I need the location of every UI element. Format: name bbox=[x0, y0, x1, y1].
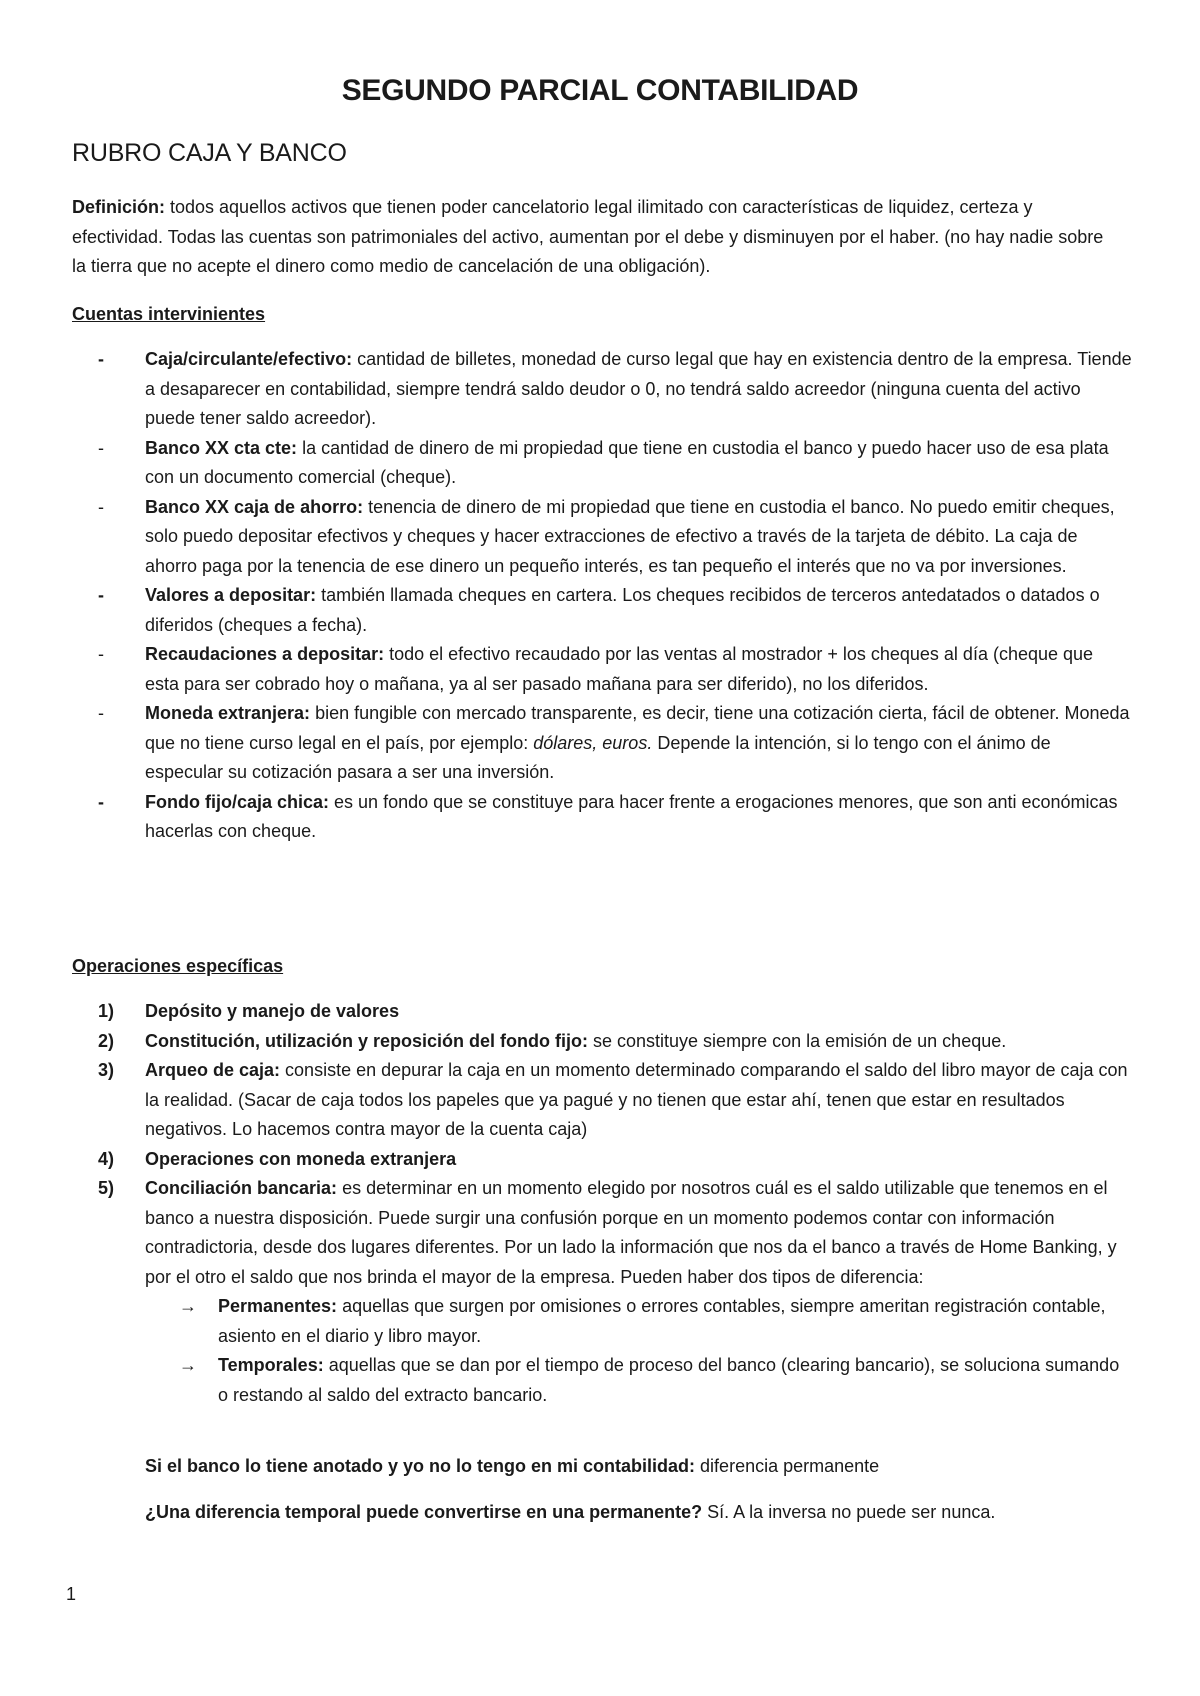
list-item bbox=[72, 1027, 1132, 1057]
operaciones-heading: Operaciones específicas bbox=[72, 956, 284, 976]
list-marker: - bbox=[98, 585, 104, 605]
list-marker: 4) bbox=[98, 1148, 115, 1169]
page-title: SEGUNDO PARCIAL CONTABILIDAD bbox=[341, 74, 859, 107]
item-text: también llamada cheques en cartera. Los cheques recibidos de terceros antedatados o datados o diferidos (cheques a fecha). bbox=[145, 585, 1100, 635]
list-marker: - bbox=[98, 437, 104, 458]
note-text: diferencia permanente bbox=[695, 1456, 880, 1476]
note-term: Si el banco lo tiene anotado y yo no lo tengo en mi contabilidad: bbox=[145, 1456, 696, 1476]
list-marker: 3) bbox=[98, 1060, 115, 1080]
item-term: Arqueo de caja: bbox=[145, 1060, 281, 1080]
list-item bbox=[72, 997, 1132, 1027]
list-marker: 5) bbox=[98, 1178, 115, 1198]
item-term: Recaudaciones a depositar: bbox=[145, 644, 385, 664]
list-marker: - bbox=[98, 644, 104, 664]
arrow-icon: → bbox=[179, 1355, 197, 1375]
item-term: Caja/circulante/efectivo: bbox=[145, 349, 353, 369]
note-term: ¿Una diferencia temporal puede convertirse en una permanente? bbox=[145, 1502, 703, 1522]
definition-term: Definición: bbox=[72, 197, 165, 217]
item-term: Conciliación bancaria: bbox=[145, 1178, 338, 1198]
item-text: todo el efectivo recaudado por las ventas al mostrador + los cheques al día (cheque que esta para ser cobrado hoy o mañana, ya al ser pasado mañana para ser diferido), no los diferidos. bbox=[145, 644, 1094, 694]
list-item bbox=[145, 1351, 1132, 1410]
arrow-icon: → bbox=[179, 1296, 197, 1316]
list-item bbox=[72, 1174, 1132, 1410]
list-item bbox=[72, 788, 1132, 847]
note-paragraph bbox=[145, 1452, 1145, 1481]
item-text: aquellas que surgen por omisiones o errores contables, siempre ameritan registración contable, asiento en el diario y libro mayor. bbox=[218, 1296, 1106, 1346]
page-number: 1 bbox=[66, 1584, 77, 1604]
item-text: la cantidad de dinero de mi propiedad que tiene en custodia el banco y puedo hacer uso de esa plata con un documento comercial (cheque). bbox=[145, 437, 1109, 487]
item-term: Fondo fijo/caja chica: bbox=[145, 791, 330, 812]
item-term: Banco XX cta cte: bbox=[145, 437, 298, 458]
list-marker: - bbox=[98, 349, 104, 369]
item-italic-text: dólares, euros. bbox=[533, 732, 653, 753]
cuentas-heading: Cuentas intervinientes bbox=[72, 304, 266, 324]
list-item bbox=[72, 640, 1132, 699]
list-item bbox=[72, 699, 1132, 788]
item-text: Depende la intención, si lo tengo con el ánimo de especular su cotización pasara a ser una inversión. bbox=[145, 732, 1051, 782]
list-marker: 1) bbox=[98, 1001, 115, 1021]
diferencias-sublist bbox=[145, 1292, 1132, 1410]
list-item bbox=[72, 581, 1132, 640]
item-term: Depósito y manejo de valores bbox=[145, 1001, 400, 1021]
item-term: Banco XX caja de ahorro: bbox=[145, 496, 364, 517]
item-term: Operaciones con moneda extranjera bbox=[145, 1148, 457, 1169]
list-item bbox=[72, 1145, 1132, 1175]
definition-text: todos aquellos activos que tienen poder cancelatorio legal ilimitado con características de liquidez, certeza y efectividad. Todas las cuentas son patrimoniales del activo, aumentan por el debe y disminuyen por el haber. (no hay nadie sobre la tierra que no acepte el dinero como medio de cancelación de una obligación). bbox=[72, 197, 1104, 276]
list-item bbox=[145, 1292, 1132, 1351]
item-term: Moneda extranjera: bbox=[145, 703, 311, 723]
section-title: RUBRO CAJA Y BANCO bbox=[72, 139, 347, 167]
note-paragraph bbox=[145, 1498, 1145, 1527]
item-text: cantidad de billetes, monedad de curso legal que hay en existencia dentro de la empresa. Tiende a desaparecer en contabilidad, siempre tendrá saldo deudor o 0, no tendrá saldo acreedor (ninguna cuenta del activo puede tener saldo acreedor). bbox=[145, 349, 1132, 428]
list-marker: - bbox=[98, 496, 104, 517]
item-text: bien fungible con mercado transparente, es decir, tiene una cotización cierta, fácil de obtener. Moneda que no tiene curso legal en el país, por ejemplo: bbox=[145, 703, 1130, 753]
item-text: aquellas que se dan por el tiempo de proceso del banco (clearing bancario), se soluciona sumando o restando al saldo del extracto bancario. bbox=[218, 1355, 1120, 1405]
item-text: tenencia de dinero de mi propiedad que tiene en custodia el banco. No puedo emitir cheques, solo puedo depositar efectivos y cheques y hacer extracciones de efectivo a través de la tarjeta de débito. La caja de ahorro paga por la tenencia de ese dinero un pequeño interés, es tan pequeño el interés que no va por inversiones. bbox=[145, 496, 1115, 576]
list-item bbox=[72, 434, 1132, 493]
item-text: es determinar en un momento elegido por nosotros cuál es el saldo utilizable que tenemos en el banco a nuestra disposición. Puede surgir una confusión porque en un momento podemos contar con información contradictoria, desde dos lugares diferentes. Por un lado la información que nos da el banco a través de Home Banking, y por el otro el saldo que nos brinda el mayor de la empresa. Pueden haber dos tipos de diferencia: bbox=[145, 1178, 1117, 1287]
item-term: Constitución, utilización y reposición del fondo fijo: bbox=[145, 1030, 588, 1051]
operaciones-list bbox=[72, 997, 1132, 1410]
list-item bbox=[72, 345, 1132, 434]
list-item bbox=[72, 1056, 1132, 1145]
item-term: Valores a depositar: bbox=[145, 585, 317, 605]
item-text: se constituye siempre con la emisión de un cheque. bbox=[588, 1030, 1007, 1051]
list-marker: 2) bbox=[98, 1030, 115, 1051]
item-term: Permanentes: bbox=[218, 1296, 338, 1316]
item-text: consiste en depurar la caja en un momento determinado comparando el saldo del libro mayor de caja con la realidad. (Sacar de caja todos los papeles que ya pagué y no tienen que estar ahí, tenen que estar en resultados negativos. Lo hacemos contra mayor de la cuenta caja) bbox=[145, 1060, 1128, 1139]
cuentas-list bbox=[72, 345, 1132, 847]
list-item bbox=[72, 493, 1132, 582]
definition-paragraph bbox=[72, 193, 1122, 282]
item-text: es un fondo que se constituye para hacer frente a erogaciones menores, que son anti económicas hacerlas con cheque. bbox=[145, 791, 1118, 841]
note-text: Sí. A la inversa no puede ser nunca. bbox=[702, 1502, 996, 1522]
list-marker: - bbox=[98, 703, 104, 723]
item-term: Temporales: bbox=[218, 1355, 324, 1375]
list-marker: - bbox=[98, 791, 104, 812]
